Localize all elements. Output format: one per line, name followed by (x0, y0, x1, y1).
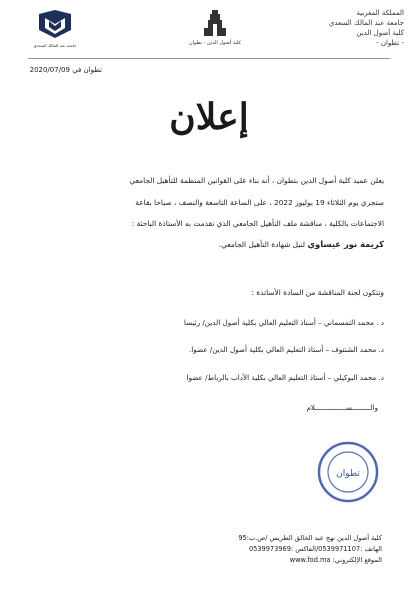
header-institution-block (284, 8, 404, 48)
header-line-faculty: كلية أصول الدين (356, 29, 404, 37)
faculty-logo-caption: كلية أصول الدين - تطوان (188, 40, 242, 46)
stamp-center-text: تطوان (336, 469, 360, 479)
body-line-4 (54, 238, 384, 251)
university-logo (20, 8, 90, 48)
faculty-building-icon (200, 8, 230, 38)
header-divider (28, 58, 390, 59)
body-line-3: الاجتماعات بالكلية ، مناقشة ملف التأهيل الجامعي الذي تقدمت به الأستاذة الباحثة : (131, 219, 384, 228)
header-line-city: - تطوان - (376, 39, 404, 47)
stamp-seal-icon (316, 440, 380, 504)
body-line-4-rest: لنيل شهادة التأهيل الجامعي. (218, 240, 305, 249)
body-line-1: يعلن عميد كلية أصول الدين بتطوان ، أنه بناء على القوانين المنظمة للتأهيل الجامعي (129, 176, 384, 185)
university-logo-caption: جامعة عبد المالك السعدي (33, 43, 77, 48)
footer-address: كلية أصول الدين نهج عبد الخالق الطريس /ص.ب:95 (238, 534, 382, 542)
committee-member-1: د . محمد التمسماني – أستاذ التعليم العالي بكلية أصول الدين/ رئيسا (183, 318, 384, 327)
closing-salutation: والـــــــــســـــــــــــــلام (306, 404, 378, 412)
body-line-2: ستجري يوم الثلاثاء 19 يوليوز 2022 ، على الساعة التاسعة والنصف ، صباحا بقاعة (135, 198, 384, 207)
committee-intro: وتتكون لجنة المناقشة من السادة الأساتذة : (251, 288, 384, 297)
footer-contact (182, 533, 382, 566)
official-stamp (316, 440, 380, 504)
date-line: تطوان في 2020/07/09 (29, 66, 102, 74)
committee-member-3: د. محمد البوكيلي – أستاذ التعليم العالي بكلية الآداب بالرباط/ عضوا (186, 373, 384, 382)
committee-member-2: د. محمد الشنتوف – أستاذ التعليم العالي بكلية أصول الدين/ عضوا. (189, 345, 384, 354)
candidate-name: كريمة نور عيساوي (307, 239, 384, 249)
header-line-university: جامعة عبد المالك السعدي (328, 19, 404, 27)
page-title: إعلان (169, 96, 249, 138)
header-line-kingdom: المملكة المغربية (356, 9, 404, 17)
footer-phone: الهاتف :0539971107/الفاكس :0539973969 (248, 545, 382, 553)
footer-website: الموقع الإلكتروني: www.fod.ma (289, 556, 382, 564)
faculty-logo (160, 8, 270, 46)
university-emblem-icon (35, 8, 75, 42)
